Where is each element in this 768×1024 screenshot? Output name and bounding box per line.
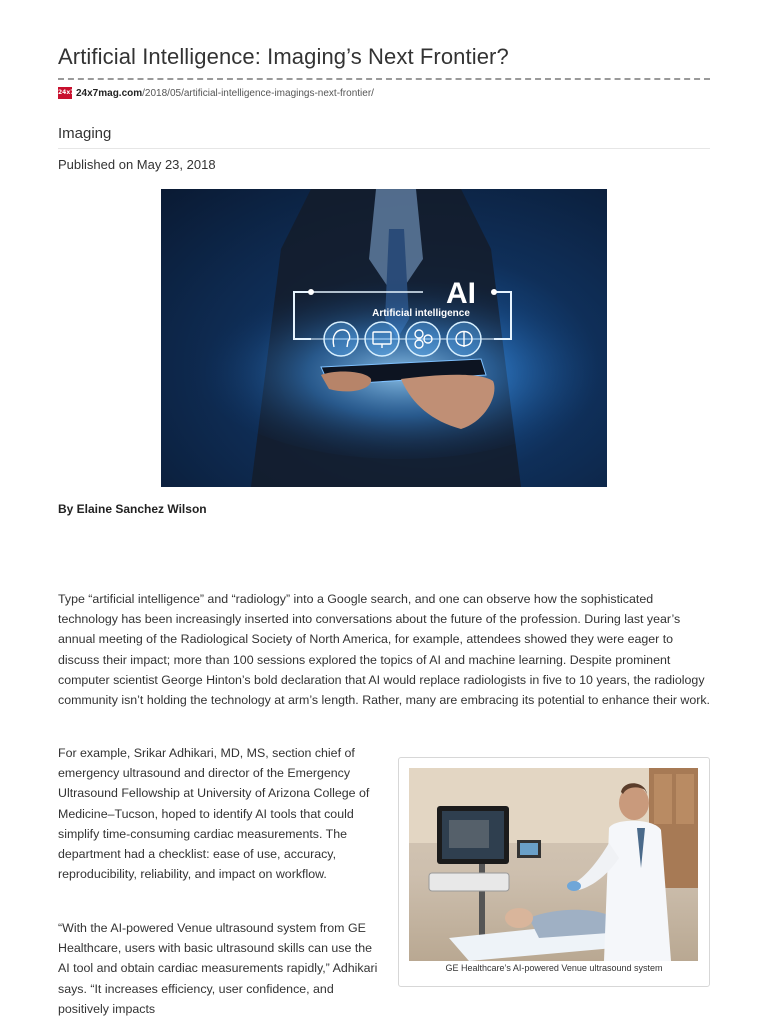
network-icon <box>406 322 440 356</box>
article-paragraph-1: Type “artificial intelligence” and “radiology” into a Google search, and one can observe how the sophisticated technology has been increasingly inserted into conversations about the future of the profession. During last year’s annual meeting of the Radiological Society of North America, for example, attendees showed they were eager to discuss their impact; more than 100 sessions explored the topics of AI and machine learning. Despite prominent computer scientist George Hinton’s bold declaration that AI would replace radiologists in five to 10 years, the radiology community isn’t holding the technology at arm’s length. Rather, many are embracing its potential to enhance their work. <box>58 592 711 708</box>
source-link[interactable] <box>58 87 374 99</box>
article-title: Artificial Intelligence: Imaging’s Next Frontier? <box>58 44 509 69</box>
hero-ai-label: AI <box>446 277 476 310</box>
figure <box>398 757 710 987</box>
figure-image <box>409 768 698 961</box>
article-paragraph-2: For example, Srikar Adhikari, MD, MS, section chief of emergency ultrasound and director of the Emergency Ultrasound Fellowship at University of Arizona College of Medicine–Tucson, hoped to identify AI tools that could simplify time-consuming cardiac measurements. The department had a checklist: ease of use, accuracy, reproducibility, reliability, and impact on workflow. <box>58 746 370 882</box>
article-paragraph-3: “With the AI-powered Venue ultrasound system from GE Healthcare, users with basic ultrasound skills can use the AI tool and obtain cardiac measurements rapidly,” Adhikari says. “It increases efficiency, user confidence, and positively impacts <box>58 921 378 1016</box>
title-divider <box>58 78 710 80</box>
hero-illustration <box>161 189 607 487</box>
source-domain[interactable]: 24x7mag.com <box>76 87 143 99</box>
section-label: Imaging <box>58 125 112 142</box>
section-divider <box>58 148 710 149</box>
source-path[interactable]: /2018/05/artificial-intelligence-imagings-next-frontier/ <box>142 87 374 99</box>
figure-caption: GE Healthcare’s AI-powered Venue ultrasound system <box>445 963 663 973</box>
ultrasound-scene-illustration <box>409 768 698 961</box>
hero-image <box>161 189 607 487</box>
hero-sub-label: Artificial intelligence <box>372 308 470 319</box>
publish-date: Published on May 23, 2018 <box>58 157 216 172</box>
monitor-icon <box>365 322 399 356</box>
site-logo-icon: 24x7 <box>58 87 72 99</box>
brain-head-icon <box>324 322 358 356</box>
author-byline: By Elaine Sanchez Wilson <box>58 502 207 516</box>
